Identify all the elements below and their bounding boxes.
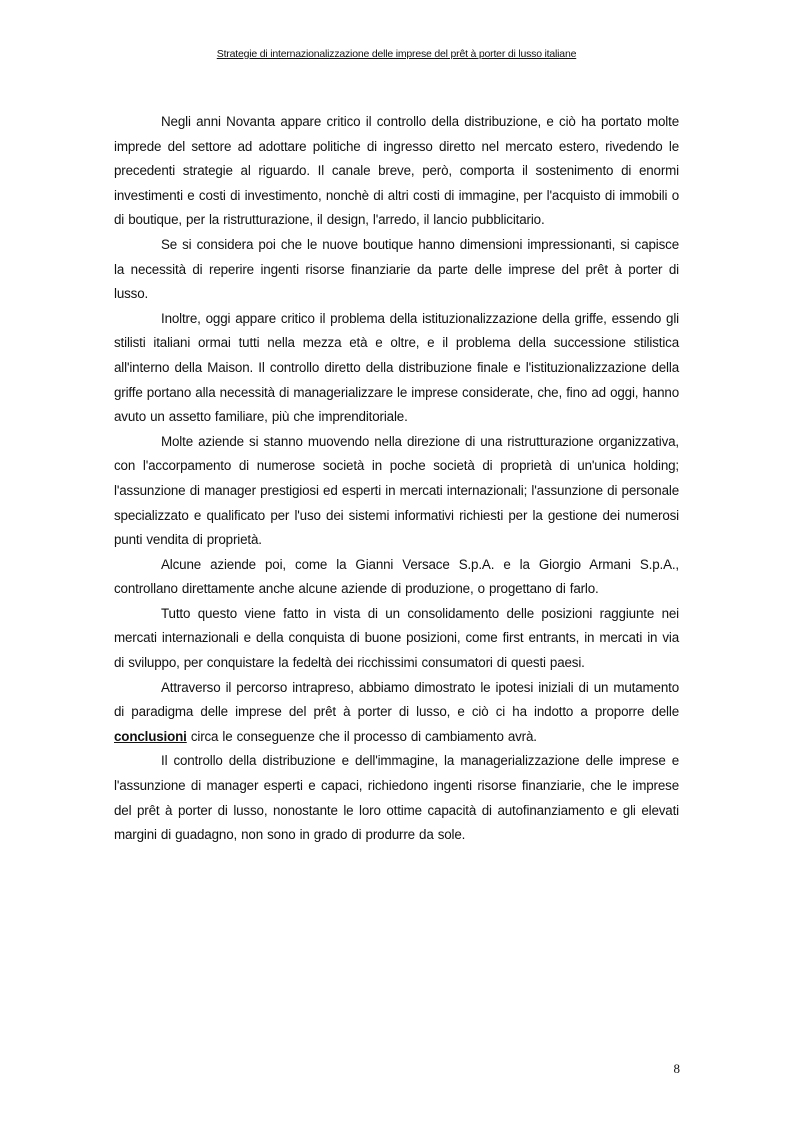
conclusioni-link[interactable]: conclusioni [114, 728, 187, 744]
paragraph-distribuzione: Negli anni Novanta appare critico il controllo della distribuzione, e ciò ha portato molte imprede del settore ad adottare politiche di ingresso diretto nel mercato estero, rivedendo le precedenti strategie al riguardo. Il canale breve, però, comporta il sostenimento di enormi investimenti e costi di investimento, nonchè di altri costi di immagine, per l'acquisto di immobili o di boutique, per la ristrutturazione, il design, l'arredo, il lancio pubblicitario. [114, 114, 679, 228]
paragraph-risorse: Il controllo della distribuzione e dell'immagine, la managerializzazione delle imprese e l'assunzione di manager esperti e capaci, richiedono ingenti risorse finanziarie, che le imprese del prêt à porter di lusso, nonostante le loro ottime capacità di autofinanziamento e gli elevati margini di guadagno, non sono in grado di produrre da sole. [114, 753, 679, 843]
running-header: Strategie di internazionalizzazione delle imprese del prêt à porter di lusso italiane [216, 48, 577, 60]
paragraph-percorso-text-before: Attraverso il percorso intrapreso, abbiamo dimostrato le ipotesi iniziali di un mutamento di paradigma delle imprese del prêt à porter di lusso, e ciò ci ha indotto a proporre delle [114, 679, 679, 720]
paragraph-percorso-text-after: circa le conseguenze che il processo di cambiamento avrà. [186, 728, 537, 744]
paragraph-ristrutturazione: Molte aziende si stanno muovendo nella direzione di una ristrutturazione organizzativa, con l'accorpamento di numerose società in poche società di proprietà di un'unica holding; l'assunzione di manager prestigiosi ed esperti in mercati internazionali; l'assunzione di personale specializzato e qualificato per l'uso dei sistemi informativi richiesti per la gestione dei numerosi punti vendita di proprietà. [114, 433, 679, 548]
paragraph-consolidamento: Tutto questo viene fatto in vista di un consolidamento delle posizioni raggiunte nei mercati internazionali e della conquista di buone posizioni, come first entrants, in mercati in via di sviluppo, per conquistare la fedeltà dei ricchissimi consumatori di questi paesi. [114, 605, 679, 671]
document-body [114, 110, 679, 848]
paragraph-boutique: Se si considera poi che le nuove boutique hanno dimensioni impressionanti, si capisce la necessità di reperire ingenti risorse finanziarie da parte delle imprese del prêt à porter di lusso. [114, 236, 679, 302]
paragraph-griffe: Inoltre, oggi appare critico il problema della istituzionalizzazione della griffe, essendo gli stilisti italiani ormai tutti nella mezza età e oltre, e il problema della successione stilistica all'interno della Maison. Il controllo diretto della distribuzione finale e l'istituzionalizzazione della griffe portano alla necessità di managerializzare le imprese considerate, che, fino ad oggi, hanno avuto un assetto familiare, più che imprenditoriale. [114, 310, 679, 425]
paragraph-produzione: Alcune aziende poi, come la Gianni Versace S.p.A. e la Giorgio Armani S.p.A., controllano direttamente anche alcune aziende di produzione, o progettano di farlo. [114, 556, 679, 597]
page-number: 8 [673, 1061, 680, 1076]
paragraph-percorso [114, 676, 679, 750]
